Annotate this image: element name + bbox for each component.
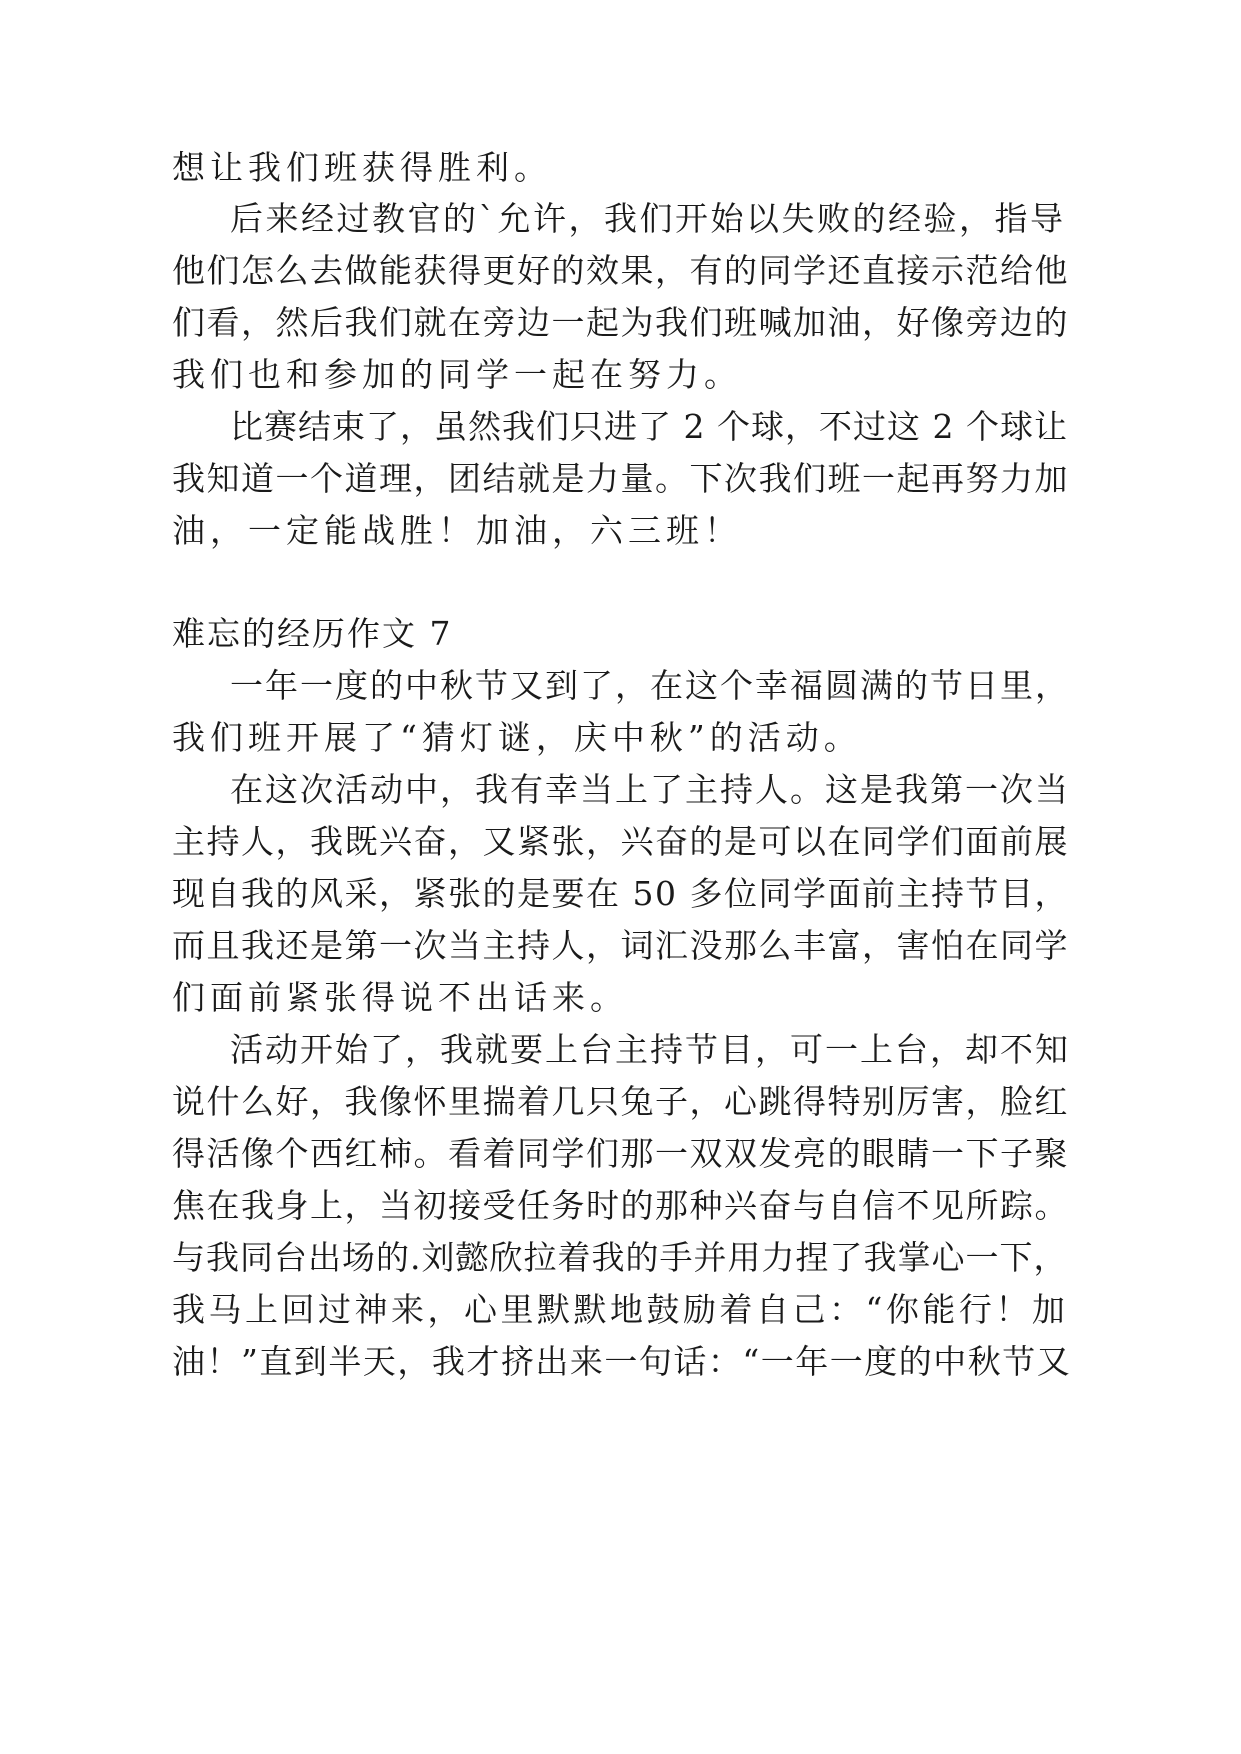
text-line: 我们也和参加的同学一起在努力。: [172, 355, 742, 394]
text-line: 们看，然后我们就在旁边一起为我们班喊加油，好像旁边的: [172, 303, 1069, 342]
text-line: 而且我还是第一次当主持人，词汇没那么丰富，害怕在同学: [172, 926, 1069, 965]
text-line: 油！”直到半天，我才挤出来一句话：“一年一度的中秋节又: [172, 1342, 1072, 1381]
text-line: 他们怎么去做能获得更好的效果，有的同学还直接示范给他: [172, 251, 1069, 290]
text-line: 油，一定能战胜！加油，六三班！: [172, 511, 742, 550]
section-title: 难忘的经历作文 7: [172, 614, 453, 653]
text-line: 现自我的风采，紧张的是要在 50 多位同学面前主持节目，: [172, 874, 1069, 913]
text-line: 后来经过教官的`允许，我们开始以失败的经验，指导: [230, 199, 1066, 238]
text-line: 得活像个西红柿。看着同学们那一双双发亮的眼睛一下子聚: [172, 1134, 1069, 1173]
text-line: 我马上回过神来，心里默默地鼓励着自己：“你能行！加: [172, 1290, 1069, 1329]
text-line: 在这次活动中，我有幸当上了主持人。这是我第一次当: [230, 770, 1070, 809]
text-line: 比赛结束了，虽然我们只进了 2 个球，不过这 2 个球让: [230, 407, 1068, 446]
text-line: 我知道一个道理，团结就是力量。下次我们班一起再努力加: [172, 459, 1069, 498]
text-line: 活动开始了，我就要上台主持节目，可一上台，却不知: [230, 1030, 1070, 1069]
text-line: 我们班开展了“猜灯谜，庆中秋”的活动。: [172, 718, 862, 757]
text-line: 说什么好，我像怀里揣着几只兔子，心跳得特别厉害，脸红: [172, 1082, 1069, 1121]
text-line: 们面前紧张得说不出话来。: [172, 978, 628, 1017]
text-line: 想让我们班获得胜利。: [172, 148, 552, 187]
text-line: 一年一度的中秋节又到了，在这个幸福圆满的节日里，: [230, 666, 1070, 705]
text-line: 主持人，我既兴奋，又紧张，兴奋的是可以在同学们面前展: [172, 822, 1069, 861]
text-line: 焦在我身上，当初接受任务时的那种兴奋与自信不见所踪。: [172, 1186, 1069, 1225]
text-line: 与我同台出场的.刘懿欣拉着我的手并用力捏了我掌心一下，: [172, 1238, 1068, 1277]
